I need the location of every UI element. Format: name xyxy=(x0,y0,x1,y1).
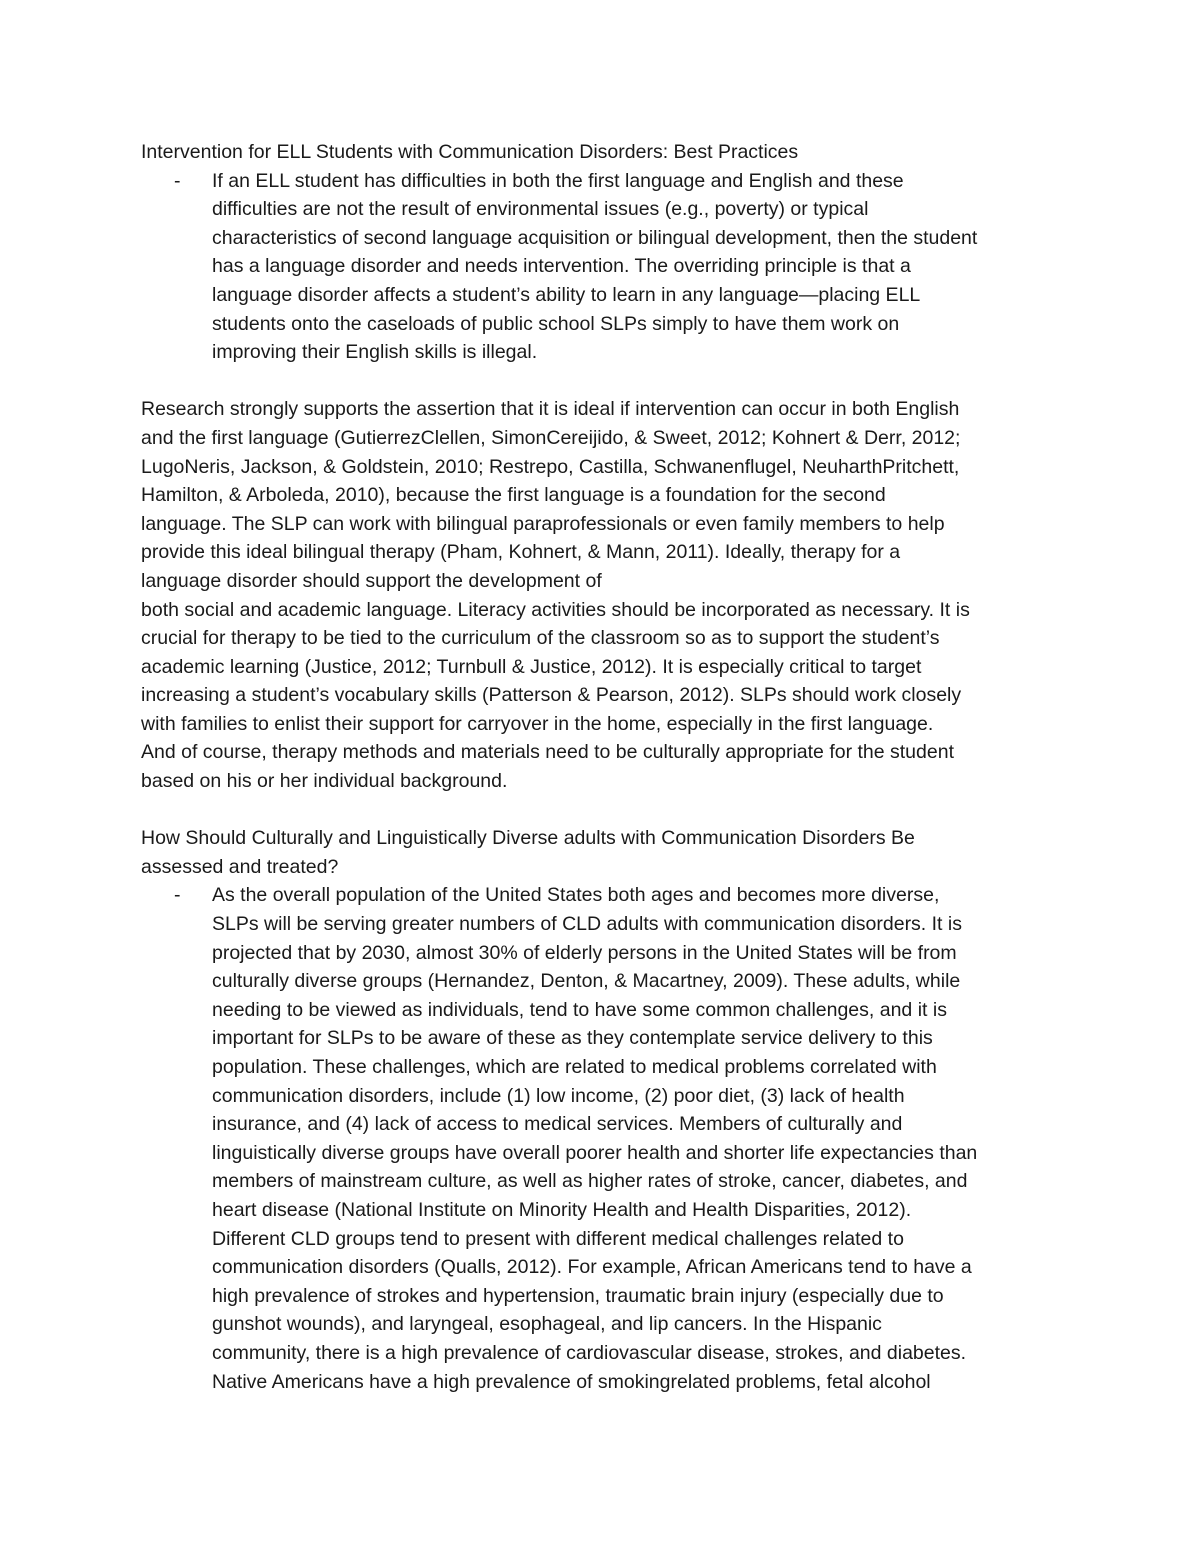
text-line: Different CLD groups tend to present with different medical challenges related to xyxy=(212,1227,904,1250)
text-line: As the overall population of the United States both ages and becomes more diverse, xyxy=(212,884,940,907)
text-line: characteristics of second language acquisition or bilingual development, then the student xyxy=(212,226,978,249)
text-line: communication disorders, include (1) low income, (2) poor diet, (3) lack of health xyxy=(212,1084,905,1107)
ell-intervention-bullet-list xyxy=(141,167,1076,367)
text-line: students onto the caseloads of public school SLPs simply to have them work on xyxy=(212,312,900,335)
text-line: language disorder affects a student’s ability to learn in any language—placing ELL xyxy=(212,283,921,306)
text-line: language disorder should support the development of xyxy=(141,569,602,592)
cld-adults-bullet-list xyxy=(141,881,1076,1396)
text-line: has a language disorder and needs intervention. The overriding principle is that a xyxy=(212,255,911,278)
text-line: language. The SLP can work with bilingual paraprofessionals or even family members to help xyxy=(141,512,945,535)
text-line: community, there is a high prevalence of cardiovascular disease, strokes, and diabetes. xyxy=(212,1341,967,1364)
text-line: gunshot wounds), and laryngeal, esophageal, and lip cancers. In the Hispanic xyxy=(212,1313,882,1336)
document-body xyxy=(141,138,1076,1396)
text-line: Research strongly supports the assertion that it is ideal if intervention can occur in both English xyxy=(141,398,960,421)
bullet-dash: - xyxy=(174,884,181,907)
text-line: linguistically diverse groups have overall poorer health and shorter life expectancies than xyxy=(212,1141,978,1164)
text-line: crucial for therapy to be tied to the curriculum of the classroom so as to support the student’s xyxy=(141,627,940,650)
text-line: and the first language (GutierrezClellen, SimonCereijido, & Sweet, 2012; Kohnert & Derr, 2012; xyxy=(141,426,961,449)
text-line: insurance, and (4) lack of access to medical services. Members of culturally and xyxy=(212,1113,903,1136)
list-item xyxy=(141,881,1076,1396)
research-paragraph xyxy=(141,395,1076,795)
text-line: LugoNeris, Jackson, & Goldstein, 2010; Restrepo, Castilla, Schwanenflugel, NeuharthPritchett, xyxy=(141,455,960,478)
text-line: improving their English skills is illegal. xyxy=(212,341,538,364)
text-line: culturally diverse groups (Hernandez, Denton, & Macartney, 2009). These adults, while xyxy=(212,970,961,993)
text-line: increasing a student’s vocabulary skills (Patterson & Pearson, 2012). SLPs should work closely xyxy=(141,684,962,707)
text-line: Native Americans have a high prevalence of smokingrelated problems, fetal alcohol xyxy=(212,1370,931,1393)
text-line: heart disease (National Institute on Minority Health and Health Disparities, 2012). xyxy=(212,1198,912,1221)
text-line: needing to be viewed as individuals, tend to have some common challenges, and it is xyxy=(212,998,947,1021)
text-line: Hamilton, & Arboleda, 2010), because the first language is a foundation for the second xyxy=(141,484,886,507)
text-line: If an ELL student has difficulties in both the first language and English and these xyxy=(212,169,904,192)
list-item xyxy=(141,167,1076,367)
paragraph-spacer xyxy=(141,367,1076,396)
text-line: academic learning (Justice, 2012; Turnbull & Justice, 2012). It is especially critical to target xyxy=(141,655,922,678)
text-line: based on his or her individual background. xyxy=(141,770,508,793)
text-line: SLPs will be serving greater numbers of CLD adults with communication disorders. It is xyxy=(212,913,962,936)
heading-line: assessed and treated? xyxy=(141,855,339,878)
text-line: projected that by 2030, almost 30% of elderly persons in the United States will be from xyxy=(212,941,957,964)
text-line: with families to enlist their support for carryover in the home, especially in the first language. xyxy=(141,712,934,735)
text-line: high prevalence of strokes and hypertension, traumatic brain injury (especially due to xyxy=(212,1284,944,1307)
section-heading-ell-intervention: Intervention for ELL Students with Communication Disorders: Best Practices xyxy=(141,141,799,163)
text-line: both social and academic language. Literacy activities should be incorporated as necessary. It is xyxy=(141,598,970,621)
paragraph-spacer xyxy=(141,796,1076,825)
text-line: And of course, therapy methods and materials need to be culturally appropriate for the student xyxy=(141,741,954,764)
text-line: important for SLPs to be aware of these as they contemplate service delivery to this xyxy=(212,1027,933,1050)
heading-line: How Should Culturally and Linguistically Diverse adults with Communication Disorders Be xyxy=(141,827,915,850)
text-line: population. These challenges, which are related to medical problems correlated with xyxy=(212,1056,937,1078)
text-line: provide this ideal bilingual therapy (Pham, Kohnert, & Mann, 2011). Ideally, therapy for a xyxy=(141,541,901,564)
text-line: difficulties are not the result of environmental issues (e.g., poverty) or typical xyxy=(212,198,869,221)
bullet-dash: - xyxy=(174,169,181,192)
text-line: members of mainstream culture, as well as higher rates of stroke, cancer, diabetes, and xyxy=(212,1170,968,1193)
text-line: communication disorders (Qualls, 2012). For example, African Americans tend to have a xyxy=(212,1256,972,1279)
section-heading-cld-adults xyxy=(141,824,1076,881)
